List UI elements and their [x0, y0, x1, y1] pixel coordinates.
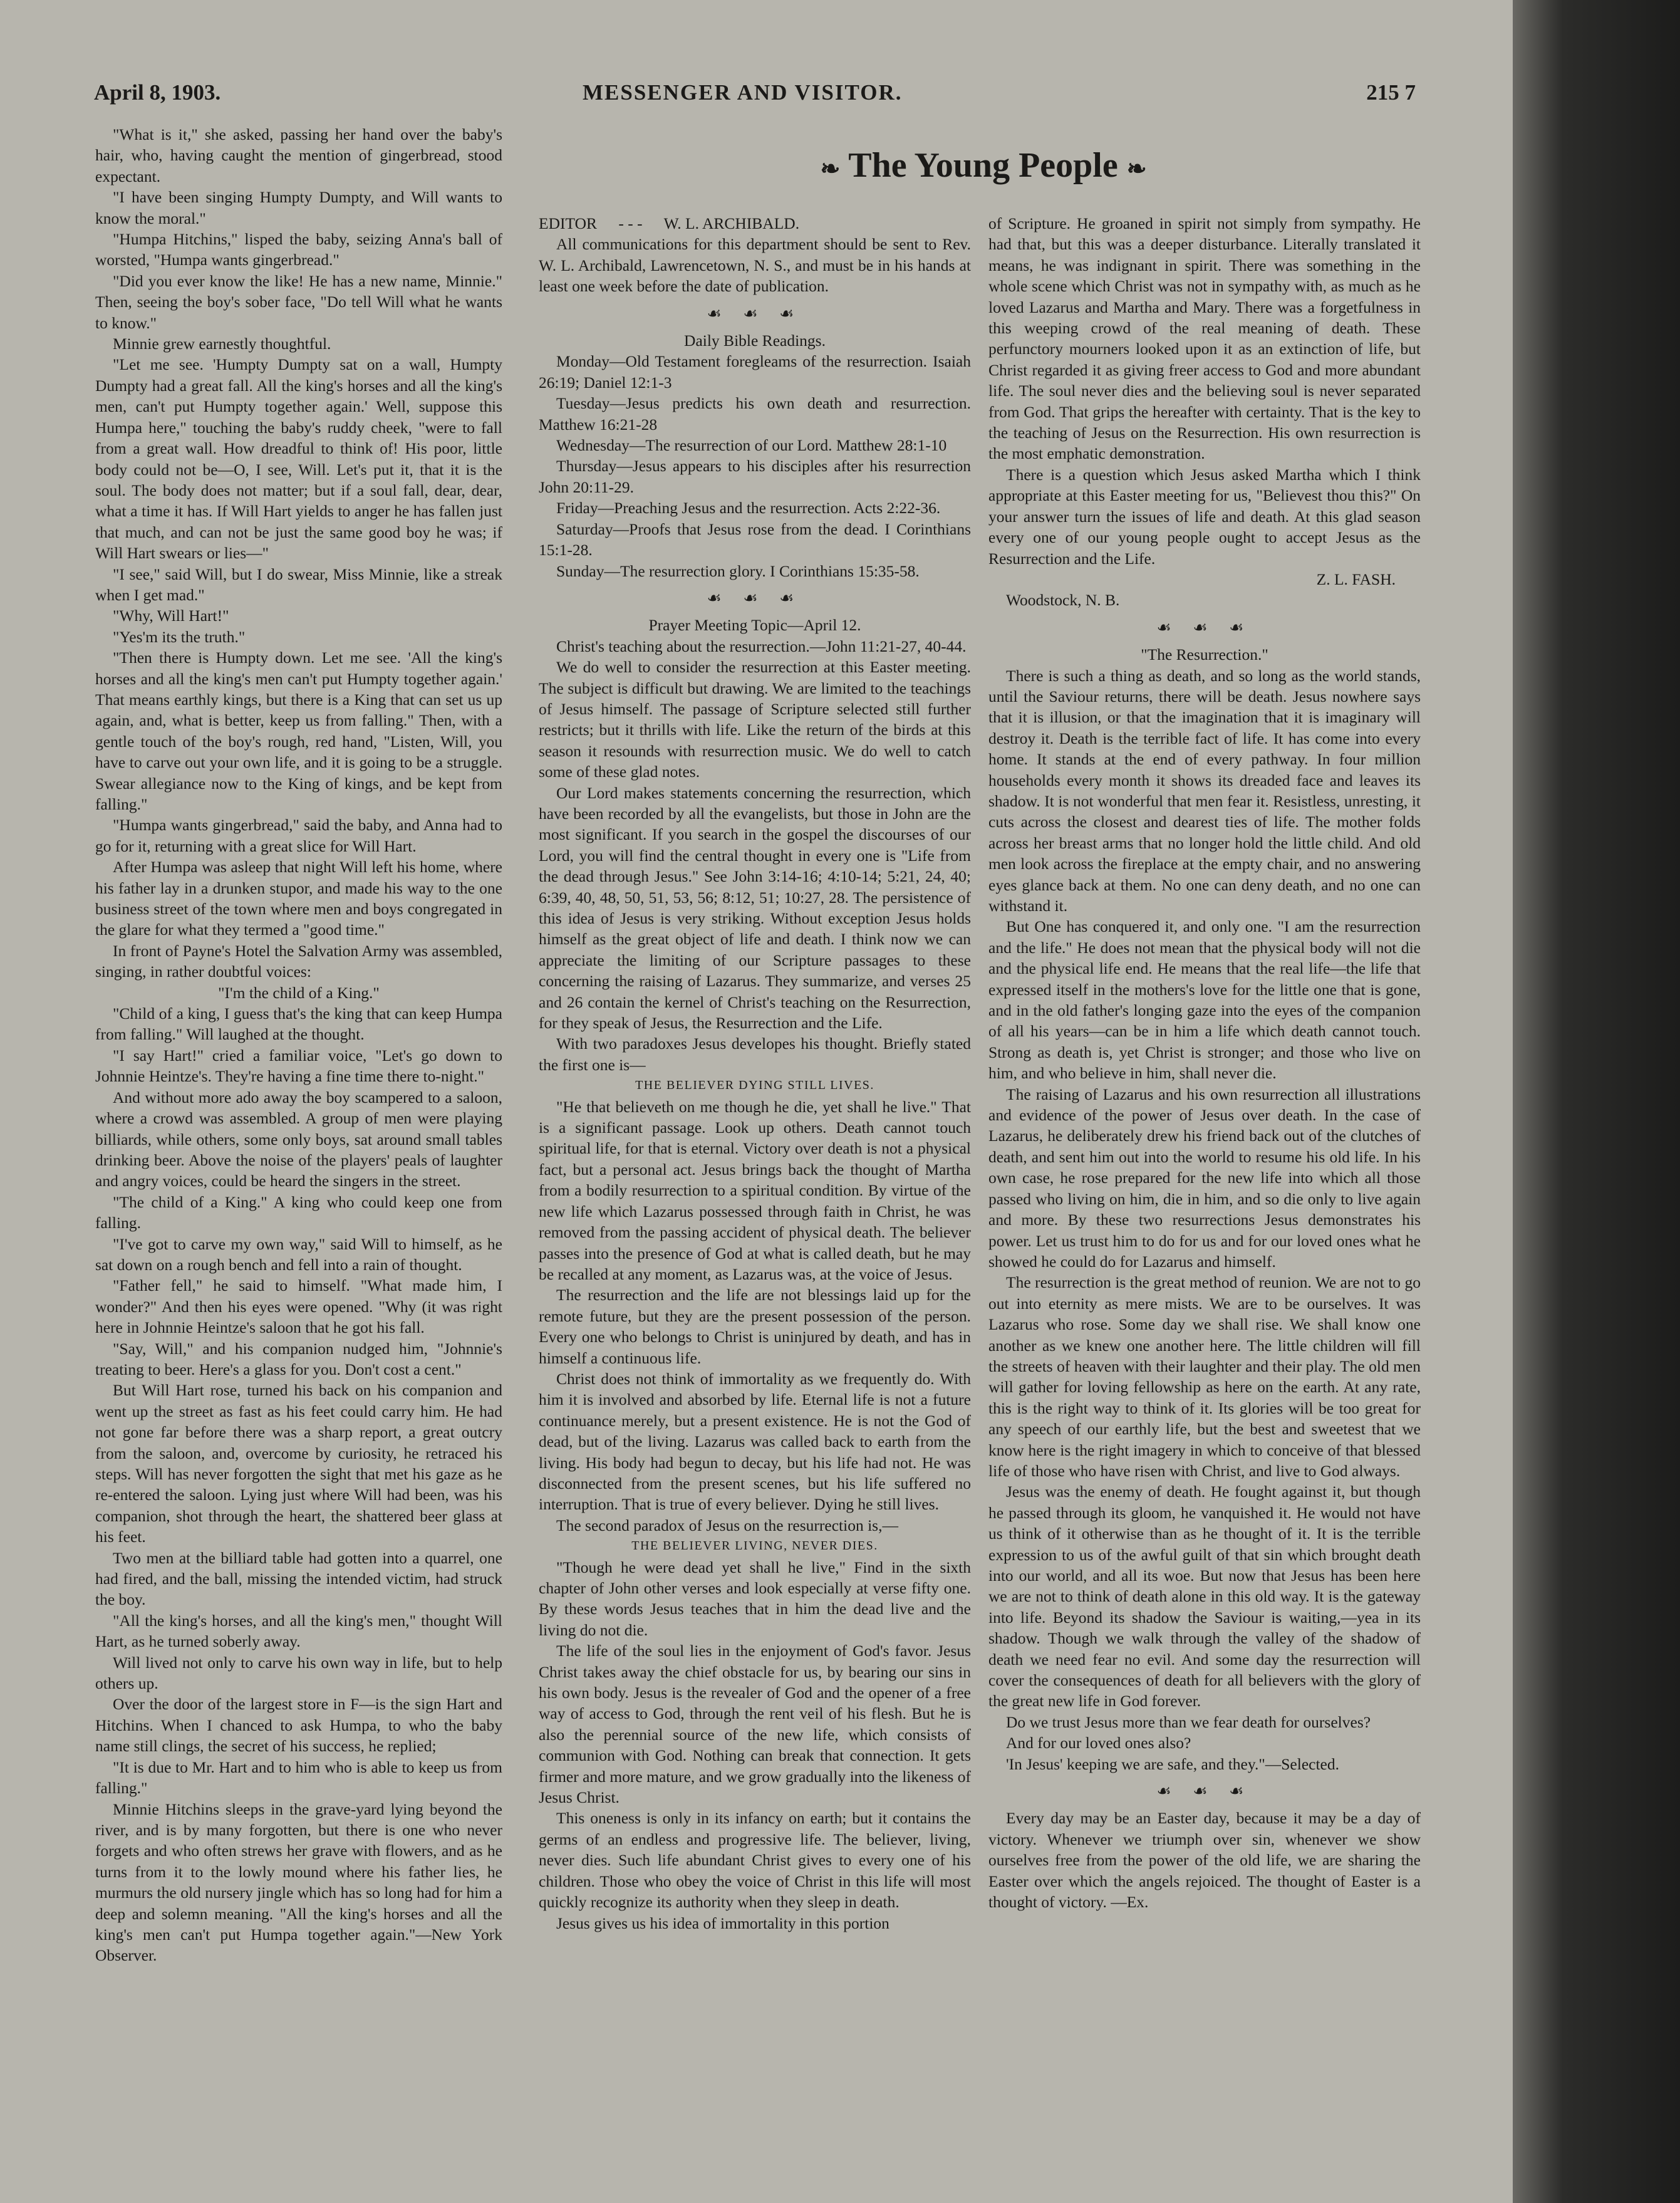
story-paragraph: Two men at the billiard table had gotten into a quarrel, one had fired, and the ball, missing the intended victim, had struck the boy.	[95, 1548, 502, 1609]
prayer-paragraph: "Though he were dead yet shall he live," Find in the sixth chapter of John other verses and look especially at verse fifty one. By these words Jesus teaches that in him the dead live and the living do not die.	[539, 1558, 971, 1639]
column-paragraph: There is a question which Jesus asked Martha which I think appropriate at this Easter meeting for us, "Believest thou this?" On your answer turn the issues of life and death. At this glad season every one of our young people ought to accept Jesus as the Resurrection and the Life.	[988, 465, 1421, 568]
prayer-topic-title: Prayer Meeting Topic—April 12.	[648, 616, 861, 635]
bible-reading-item: Friday—Preaching Jesus and the resurrection. Acts 2:22-36.	[556, 499, 941, 518]
story-paragraph: "I see," said Will, but I do swear, Miss Minnie, like a streak when I get mad."	[95, 565, 502, 604]
prayer-paragraph: The life of the soul lies in the enjoyment of God's favor. Jesus Christ takes away the chief obstacle for us, by bearing our sins in his own body. Jesus is the revealer of God and the opener of a free way of access to God, through the rent veil of his flesh. But he is also the perennial source of the new life, which consists of communion with God. Nothing can break that connection. It gets firmer and more mature, and we grow gradually into the likeness of Jesus Christ.	[539, 1642, 971, 1807]
story-paragraph: Will lived not only to carve his own way in life, but to help others up.	[95, 1653, 502, 1693]
editor-label: EDITOR	[539, 214, 598, 232]
leaf-ornament-icon: ❧	[1126, 156, 1147, 182]
story-paragraph: Minnie grew earnestly thoughtful.	[113, 335, 331, 353]
column-paragraph: And for our loved ones also?	[1006, 1734, 1191, 1753]
right-column	[988, 213, 1421, 1913]
story-paragraph: And without more ado away the boy scampered to a saloon, where a crowd was assembled. A group of men were playing billiards, while others, some only boys, sat around small tables drinking beer. Above the noise of the players' peals of laughter and angry voices, could be heard the singers in the street.	[95, 1088, 502, 1190]
story-paragraph: "Why, Will Hart!"	[113, 607, 229, 625]
editor-dashes: - - -	[618, 214, 643, 232]
prayer-paragraph: Christ does not think of immortality as we frequently do. With him it is involved and absorbed by life. Eternal life is not a future continuance merely, but a present existence. He is not the God of dead, but of the living. Lazarus was called back to earth from the living. His body had begun to decay, but his life had not. He was disconnected from the present scenes, but his life suffered no interruption. That is true of every believer. Dying he still lives.	[539, 1369, 971, 1514]
story-paragraph: "Let me see. 'Humpty Dumpty sat on a wall, Humpty Dumpty had a great fall. All the king's horses and all the king's men, can't put Humpty together again.' Well, suppose this Humpa here," touching the baby's ruddy cheek, "were to fall from a great wall. How dreadful to think of! His poor, little body could not be—O, I see, Will. Let's put it, that it is the soul. The body does not matter; but if a soul fall, dear, dear, what a time it has. If Will Hart yields to anger he has fallen just that much, and can not be just the same good boy he was; if Will Hart swears or lies—"	[95, 355, 502, 563]
editor-name: W. L. ARCHIBALD.	[663, 214, 800, 232]
editor-notice: All communications for this department should be sent to Rev. W. L. Archibald, Lawrencetown, N. S., and must be in his hands at least one week before the date of publication.	[539, 235, 971, 296]
bible-reading-item: Monday—Old Testament foregleams of the resurrection. Isaiah 26:19; Daniel 12:1-3	[539, 352, 971, 392]
prayer-paragraph: The resurrection and the life are not blessings laid up for the remote future, but they are the present possession of the person. Every one who belongs to Christ is uninjured by death, and has in himself a continuous life.	[539, 1286, 971, 1367]
story-paragraph: "Child of a king, I guess that's the king that can keep Humpa from falling." Will laughed at the thought.	[95, 1004, 502, 1044]
story-paragraph: In front of Payne's Hotel the Salvation Army was assembled, singing, in rather doubtful voices:	[95, 941, 502, 981]
prayer-paragraph: Christ's teaching about the resurrection.—John 11:21-27, 40-44.	[556, 637, 967, 655]
story-paragraph: "I have been singing Humpty Dumpty, and Will wants to know the moral."	[95, 188, 502, 227]
story-paragraph: "The child of a King." A king who could keep one from falling.	[95, 1192, 502, 1232]
story-paragraph: "Then there is Humpty down. Let me see. 'All the king's horses and all the king's men can't put Humpty together again.' That means earthly kings, but there is a King that can set us up again, and, what is better, keep us from falling." Then, with a gentle touch of the boy's rough, red hand, "Listen, Will, you have to carve out your own life, and it is going to be a struggle. Swear allegiance now to the King of kings, and be kept from falling."	[95, 648, 502, 813]
column-paragraph: Jesus was the enemy of death. He fought against it, but though he passed through its gloom, he vanquished it. He would not have us think of it otherwise than as he thought of it. It is the terrible expression to us of the awful guilt of that sin which brought death into our world, and all its woe. But now that Jesus has been here we are not to think of death alone in this old way. It is the gateway into life. Beyond its shadow the Saviour is waiting,—yea in its shadow. Though we walk through the valley of the shadow of death we need fear no evil. And some day the resurrection will cover the consequences of death for all believers with the glory of the great new life in God forever.	[988, 1482, 1421, 1711]
subheading: THE BELIEVER LIVING, NEVER DIES.	[631, 1539, 878, 1553]
author-place: Woodstock, N. B.	[1006, 591, 1120, 610]
story-paragraph: "All the king's horses, and all the king's men," thought Will Hart, as he turned soberly away.	[95, 1611, 502, 1651]
story-paragraph: "What is it," she asked, passing her hand over the baby's hair, who, having caught the mention of gingerbread, stood expectant.	[95, 125, 502, 185]
column-paragraph: The resurrection is the great method of reunion. We are not to go out into eternity as mere mists. We are to be ourselves. It was Lazarus who rose. Some day we shall rise. We shall know one another as we knew one another here. The little children will fill the streets of heaven with their laughter and their play. The old men will gather for loving fellowship as here on the earth. At any rate, this is the right way to think of it. Its glories will be too great for any speech of our earthly life, but the best and sweetest that we know here is the right imagery in which to conceive of that blessed life of those who have risen with Christ, and live to God always.	[988, 1273, 1421, 1480]
story-paragraph: "Humpa wants gingerbread," said the baby, and Anna had to go for it, returning with a great slice for Will Hart.	[95, 816, 502, 855]
story-paragraph: Minnie Hitchins sleeps in the grave-yard lying beyond the river, and is by many forgotten, but there is one who never forgets and who often strews her grave with flowers, and as he turns from it to the lowly mound where his father lies, he murmurs the old nursery jingle which has so long had for him a deep and solemn meaning. "All the king's horses and all the king's men can't put Humpa together again."—New York Observer.	[95, 1799, 502, 1965]
paper-title: MESSENGER AND VISITOR.	[583, 80, 903, 105]
ornament-divider: ☙ ☙ ☙	[1156, 618, 1253, 637]
prayer-paragraph: The second paradox of Jesus on the resurrection is,—	[556, 1516, 898, 1534]
issue-date: April 8, 1903.	[94, 80, 221, 105]
story-paragraph: "Yes'm its the truth."	[113, 627, 246, 646]
closing-paragraph: Every day may be an Easter day, because it may be a day of victory. Whenever we triumph over sin, whenever we show ourselves free from the power of the old life, we are sharing the Easter over which the angels rejoiced. The thought of Easter is a thought of victory. —Ex.	[988, 1809, 1421, 1912]
center-column	[539, 213, 971, 1934]
bible-reading-item: Wednesday—The resurrection of our Lord. Matthew 28:1-10	[556, 436, 947, 455]
bible-reading-item: Sunday—The resurrection glory. I Corinthians 15:35-58.	[556, 561, 920, 580]
page-header	[94, 80, 1416, 112]
story-paragraph: "I've got to carve my own way," said Will to himself, as he sat down on a rough bench and fell into a rain of thought.	[95, 1234, 502, 1274]
prayer-paragraph: Our Lord makes statements concerning the resurrection, which have been recorded by all the evangelists, but those in John are the most significant. If you search in the gospel the discourses of our Lord, you will find the central thought in every one is "Life from the dead through Jesus." See John 3:14-16; 4:10-14; 5:21, 24, 40; 6:39, 40, 48, 50, 51, 53, 56; 8:12, 51; 10:27, 28. The persistence of this idea of Jesus is very striking. Without exception Jesus holds himself as the great object of life and death. I think now we can appreciate the limiting of our Scripture passages to these concerning the raising of Lazarus. They summarize, and verses 25 and 26 contain the kernel of Christ's teaching on the Resurrection, for they speak of Jesus, the Resurrection and the Life.	[539, 783, 971, 1033]
story-column	[95, 124, 502, 1966]
column-paragraph: The raising of Lazarus and his own resurrection all illustrations and evidence of the power of Jesus over death. In the case of Lazarus, he deliberately drew his friend back out of the clutches of death, and sent him out into the world to resume his old life. In his own case, he rose prepared for the new life into which all those passed who living on him, die in him, and so die only to live again and more. By these two resurrections Jesus demonstrates his power. Let us trust him to do for us and for our loved ones what he showed he could do for Lazarus and himself.	[988, 1085, 1421, 1271]
ornament-divider: ☙ ☙ ☙	[707, 588, 803, 607]
story-paragraph: But Will Hart rose, turned his back on his companion and went up the street as fast as his feet could carry him. He had not gone far before there was a sharp report, a great outcry from the saloon, and, overcome by curiosity, he retraced his steps. Will has never forgotten the sight that met his gaze as he re-entered the saloon. Lying just where Will had been, was his companion, shot through the heart, the shattered beer glass at his feet.	[95, 1381, 502, 1546]
story-paragraph: "Say, Will," and his companion nudged him, "Johnnie's treating to beer. Here's a glass for you. Don't cost a cent."	[95, 1339, 502, 1378]
section-title	[796, 145, 1171, 195]
bible-reading-item: Saturday—Proofs that Jesus rose from the dead. I Corinthians 15:1-28.	[539, 519, 971, 560]
story-paragraph: "I say Hart!" cried a familiar voice, "Let's go down to Johnnie Heintze's. They're having a fine time there to-night."	[95, 1046, 502, 1086]
page-edge-shadow	[1513, 0, 1680, 2203]
story-paragraph: "Father fell," he said to himself. "What made him, I wonder?" And then his eyes were opened. "Why (it was right here in Johnnie Heintze's saloon that he got his fall.	[95, 1276, 502, 1337]
column-paragraph: Do we trust Jesus more than we fear death for ourselves?	[1006, 1712, 1371, 1731]
story-paragraph: "Did you ever know the like! He has a new name, Minnie." Then, seeing the boy's sober face, "Do tell Will what he wants to know."	[95, 271, 502, 332]
column-paragraph: 'In Jesus' keeping we are safe, and they."—Selected.	[1006, 1754, 1340, 1773]
leaf-ornament-icon: ❧	[820, 156, 841, 182]
page-number: 215 7	[1366, 80, 1416, 105]
prayer-paragraph: "He that believeth on me though he die, yet shall he live." That is a significant passage. Look up others. Death cannot touch spiritual life, for that is eternal. Victory over death is not a physical fact, but a personal act. Jesus brings back the thought of Martha from a bodily resurrection to a spiritual condition. By virtue of the new life which Lazarus possessed through faith in Christ, he was removed from the passing accident of physical death. The believer passes into the presence of God at what is called death, but he may be recalled at any moment, as Lazarus was, at the voice of Jesus.	[539, 1097, 971, 1283]
story-paragraph: Over the door of the largest store in F—is the sign Hart and Hitchins. When I chanced to ask Humpa, to who the baby name still clings, the secret of his success, he replied;	[95, 1695, 502, 1756]
bible-reading-item: Tuesday—Jesus predicts his own death and resurrection. Matthew 16:21-28	[539, 394, 971, 434]
prayer-paragraph: We do well to consider the resurrection at this Easter meeting. The subject is difficult but drawing. We are limited to the teachings of Jesus himself. The passage of Scripture selected still further restricts; but it thrills with life. Like the return of the birds at this season it resounds with resurrection music. We do well to catch some of these glad notes.	[539, 658, 971, 781]
section-title-text: The Young People	[848, 146, 1118, 185]
prayer-paragraph: With two paradoxes Jesus developes his thought. Briefly stated the first one is—	[539, 1034, 971, 1074]
ornament-divider: ☙ ☙ ☙	[707, 304, 803, 323]
story-paragraph: After Humpa was asleep that night Will left his home, where his father lay in a drunken stupor, and made his way to the one business street of the town where men and boys congregated in the glare for what they termed a "good time."	[95, 858, 502, 939]
article-title: "The Resurrection."	[1141, 645, 1268, 664]
bible-readings-title: Daily Bible Readings.	[684, 331, 826, 350]
editor-line	[539, 213, 971, 234]
subheading: THE BELIEVER DYING STILL LIVES.	[635, 1078, 874, 1093]
author-signature: Z. L. FASH.	[1316, 570, 1396, 588]
column-paragraph: But One has conquered it, and only one. "I am the resurrection and the life." He does not mean that the physical body will not die and the physical life end. He means that the real life—the life that expressed itself in the mothers's love for the little one that is gone, and in the old father's longing gaze into the eyes of the companion of all his years—can be in him a life which death cannot touch. Strong as death is, yet Christ is stronger; and those who live on him, and who believe in him, shall never die.	[988, 917, 1421, 1083]
story-paragraph: "Humpa Hitchins," lisped the baby, seizing Anna's ball of worsted, "Humpa wants gingerbread."	[95, 230, 502, 269]
prayer-paragraph: This oneness is only in its infancy on earth; but it contains the germs of an endless and progressive life. The believer, living, never dies. Such life abundant Christ gives to every one of his children. Those who obey the voice of Christ in this life will most quickly recognize its authority when they sleep in death.	[539, 1809, 971, 1912]
column-paragraph: There is such a thing as death, and so long as the world stands, until the Saviour returns, there will be death. Jesus nowhere says that it is illusion, or that the imagination that it is imaginary will destroy it. Death is the terrible fact of life. It has come into every home. It stands at the end of every pathway. In four million households every month it shows its dreaded face and leaves its shadow. It is not wonderful that men fear it. Resistless, unresting, it cuts across the closest and dearest ties of life. The mother folds across her breast arms that no longer hold the little child. And old men look across the fireplace at the empty chair, and no answering eyes glance back at them. No one can deny death, and no one can withstand it.	[988, 666, 1421, 915]
column-paragraph: of Scripture. He groaned in spirit not simply from sympathy. He had that, but this was a deeper disturbance. Literally translated it means, he was indignant in spirit. There was something in the whole scene which Christ was not in sympathy with, as much as he loved Lazarus and Martha and Mary. There was a forgetfulness in this weeping crowd of the real meaning of death. These perfunctory mourners looked upon it as an extinction of life, but Christ regarded it as giving freer access to God and more abundant life. The soul never dies and the believing soul is never separated from God. That grips the hereafter with certainty. That is the key to the teaching of Jesus on the Resurrection. His own resurrection is the most emphatic demonstration.	[988, 214, 1421, 463]
ornament-divider: ☙ ☙ ☙	[1156, 1782, 1253, 1801]
song-line: "I'm the child of a King."	[218, 983, 380, 1002]
bible-reading-item: Thursday—Jesus appears to his disciples after his resurrection John 20:11-29.	[539, 457, 971, 496]
prayer-paragraph: Jesus gives us his idea of immortality in this portion	[556, 1914, 889, 1932]
story-paragraph: "It is due to Mr. Hart and to him who is able to keep us from falling."	[95, 1758, 502, 1798]
